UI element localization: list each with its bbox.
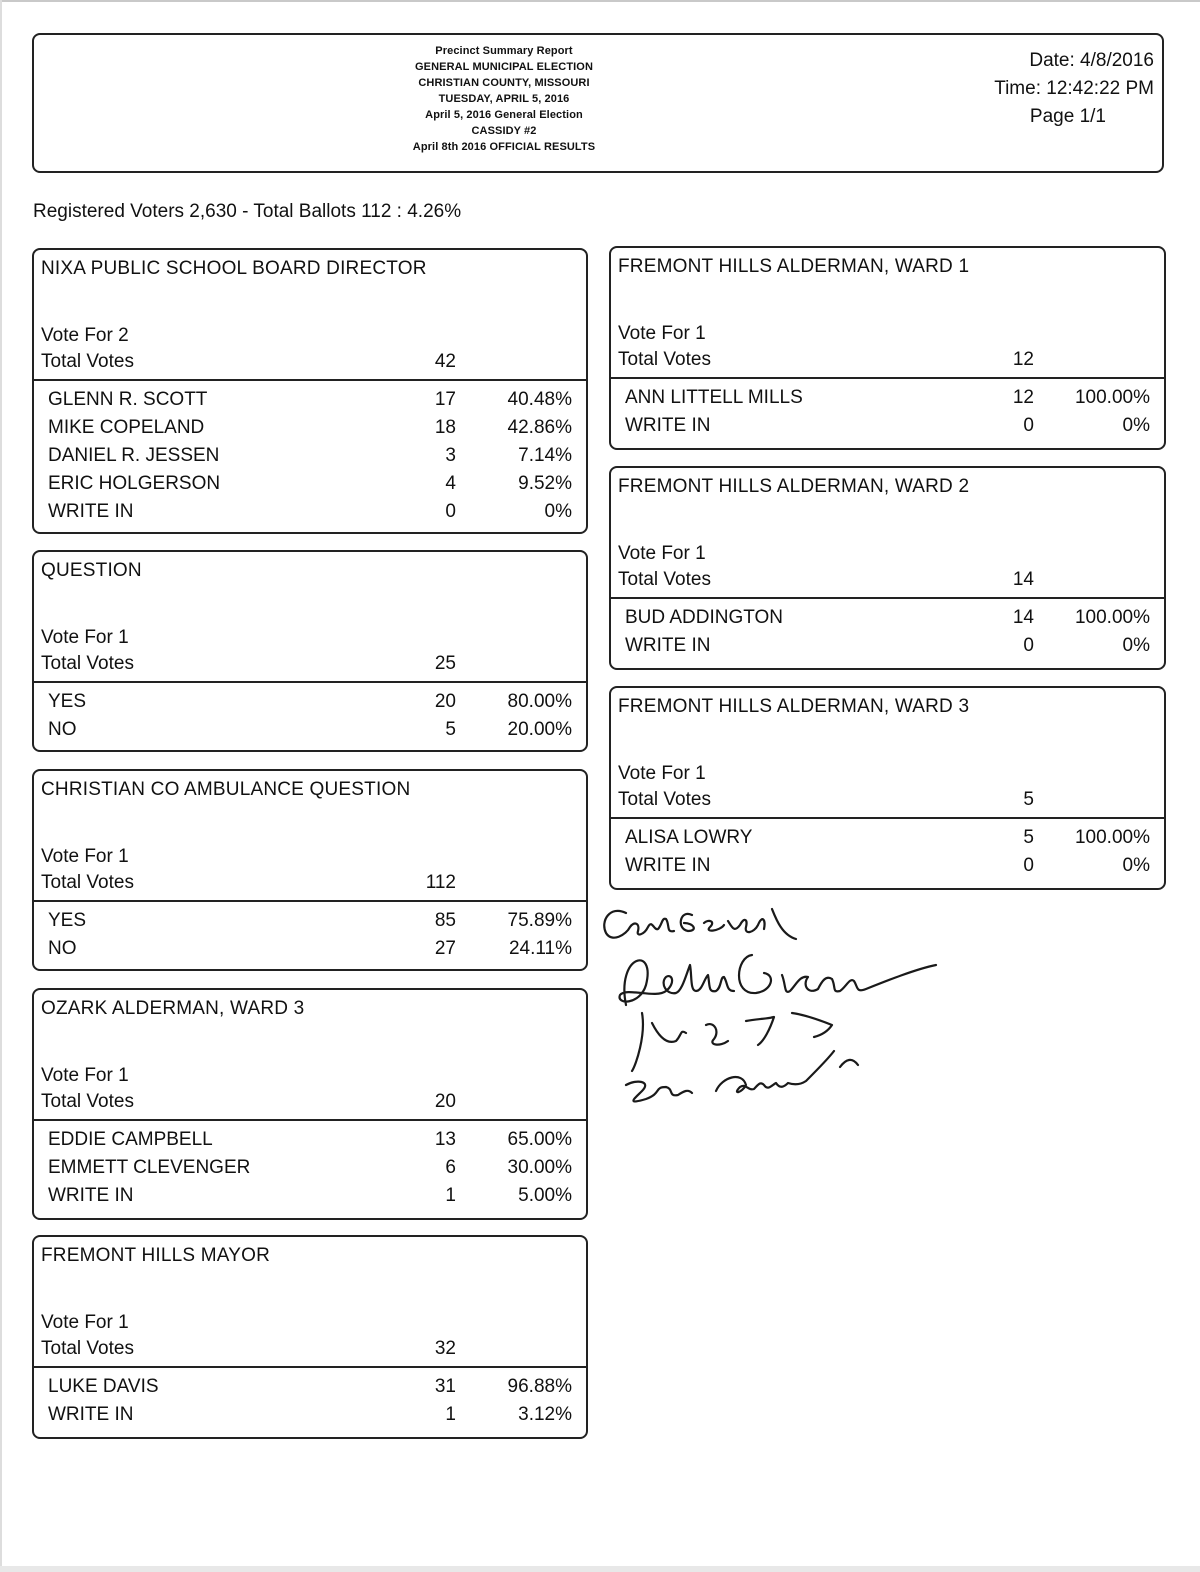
candidate-name: GLENN R. SCOTT <box>48 389 208 410</box>
candidate-row <box>34 1374 586 1402</box>
candidate-votes: 1 <box>445 1185 456 1206</box>
candidate-row <box>34 717 586 745</box>
candidate-name: NO <box>48 719 77 740</box>
candidate-votes: 1 <box>445 1404 456 1425</box>
candidate-row <box>34 499 586 527</box>
candidate-name: ERIC HOLGERSON <box>48 473 221 494</box>
report-type: Precinct Summary Report <box>435 45 573 57</box>
total-votes-value: 20 <box>434 1091 456 1112</box>
candidate-name: WRITE IN <box>48 501 134 522</box>
candidate-percent: 96.88% <box>507 1376 572 1397</box>
candidate-list <box>611 605 1164 661</box>
total-votes-label: Total Votes <box>618 569 711 590</box>
scan-edge-left <box>0 0 2 1572</box>
total-votes-value: 112 <box>425 872 456 893</box>
candidate-votes: 14 <box>1012 607 1034 628</box>
candidate-percent: 30.00% <box>507 1157 572 1178</box>
candidate-row <box>34 443 586 471</box>
candidate-percent: 3.12% <box>518 1404 572 1425</box>
candidate-percent: 24.11% <box>508 938 572 959</box>
candidate-name: NO <box>48 938 77 959</box>
candidate-row <box>34 1402 586 1430</box>
candidate-name: YES <box>48 910 87 931</box>
contest-title: OZARK ALDERMAN, WARD 3 <box>41 998 305 1019</box>
total-votes-label: Total Votes <box>41 1338 134 1359</box>
contest-fremont-hills-alderman-ward-3 <box>609 686 1166 890</box>
contest-divider <box>34 900 586 902</box>
total-votes-value: 25 <box>434 653 456 674</box>
contest-title: QUESTION <box>41 560 142 581</box>
total-votes-label: Total Votes <box>618 789 711 810</box>
candidate-name: WRITE IN <box>625 855 711 876</box>
candidate-row <box>34 387 586 415</box>
vote-for-label: Vote For 1 <box>41 846 129 867</box>
candidate-percent: 100.00% <box>1074 607 1150 628</box>
candidate-votes: 18 <box>434 417 456 438</box>
candidate-name: WRITE IN <box>625 635 711 656</box>
candidate-name: WRITE IN <box>48 1404 134 1425</box>
contest-christian-co-ambulance-question <box>32 769 588 971</box>
candidate-list <box>34 1374 586 1430</box>
candidate-percent: 5.00% <box>518 1185 572 1206</box>
candidate-percent: 0% <box>1122 415 1150 436</box>
candidate-percent: 100.00% <box>1074 387 1150 408</box>
signatures <box>596 895 956 1125</box>
candidate-name: EDDIE CAMPBELL <box>48 1129 213 1150</box>
candidate-percent: 9.52% <box>518 473 572 494</box>
candidate-name: ANN LITTELL MILLS <box>625 387 803 408</box>
candidate-list <box>611 825 1164 881</box>
total-votes-label: Total Votes <box>41 1091 134 1112</box>
candidate-list <box>34 908 586 964</box>
candidate-row <box>34 415 586 443</box>
report-heading <box>334 43 674 155</box>
contest-title: FREMONT HILLS ALDERMAN, WARD 3 <box>618 696 970 717</box>
contest-ozark-alderman-ward-3 <box>32 988 588 1220</box>
candidate-votes: 85 <box>434 910 456 931</box>
vote-for-label: Vote For 1 <box>41 627 129 648</box>
county-name: CHRISTIAN COUNTY, MISSOURI <box>418 77 590 89</box>
candidate-name: BUD ADDINGTON <box>625 607 784 628</box>
election-label: April 5, 2016 General Election <box>425 109 583 121</box>
contest-divider <box>34 379 586 381</box>
candidate-votes: 13 <box>434 1129 456 1150</box>
candidate-name: WRITE IN <box>625 415 711 436</box>
vote-for-label: Vote For 1 <box>41 1312 129 1333</box>
candidate-percent: 0% <box>1122 635 1150 656</box>
candidate-row <box>34 1183 586 1211</box>
candidate-votes: 0 <box>1023 855 1034 876</box>
candidate-row <box>611 825 1164 853</box>
candidate-name: YES <box>48 691 87 712</box>
vote-for-label: Vote For 2 <box>41 325 129 346</box>
results-status: April 8th 2016 OFFICIAL RESULTS <box>412 141 596 153</box>
report-time: Time: 12:42:22 PM <box>994 78 1154 99</box>
vote-for-label: Vote For 1 <box>618 543 706 564</box>
candidate-votes: 4 <box>445 473 456 494</box>
contest-title: FREMONT HILLS MAYOR <box>41 1245 271 1266</box>
candidate-row <box>34 471 586 499</box>
candidate-votes: 5 <box>1023 827 1034 848</box>
total-votes-value: 14 <box>1012 569 1034 590</box>
report-date: Date: 4/8/2016 <box>1029 50 1154 71</box>
candidate-votes: 0 <box>1023 415 1034 436</box>
candidate-row <box>34 936 586 964</box>
candidate-votes: 0 <box>1023 635 1034 656</box>
candidate-percent: 100.00% <box>1074 827 1150 848</box>
candidate-votes: 31 <box>434 1376 456 1397</box>
contest-divider <box>611 597 1164 599</box>
report-header <box>32 33 1164 173</box>
total-votes-label: Total Votes <box>41 872 134 893</box>
candidate-percent: 7.14% <box>518 445 572 466</box>
report-meta <box>934 47 1154 131</box>
contest-fremont-hills-alderman-ward-2 <box>609 466 1166 670</box>
candidate-name: LUKE DAVIS <box>48 1376 159 1397</box>
contest-nixa-public-school-board-director <box>32 248 588 534</box>
contest-divider <box>34 681 586 683</box>
contest-fremont-hills-alderman-ward-1 <box>609 246 1166 450</box>
candidate-percent: 20.00% <box>507 719 572 740</box>
signature-4 <box>626 1051 858 1101</box>
candidate-list <box>34 1127 586 1211</box>
candidate-percent: 75.89% <box>507 910 572 931</box>
election-date: TUESDAY, APRIL 5, 2016 <box>438 93 570 105</box>
contest-question <box>32 550 588 752</box>
turnout-summary: Registered Voters 2,630 - Total Ballots 112 : 4.26% <box>33 201 462 222</box>
candidate-name: WRITE IN <box>48 1185 134 1206</box>
contest-title: CHRISTIAN CO AMBULANCE QUESTION <box>41 779 411 800</box>
vote-for-label: Vote For 1 <box>41 1065 129 1086</box>
total-votes-value: 5 <box>1023 789 1034 810</box>
candidate-row <box>611 853 1164 881</box>
contest-title: FREMONT HILLS ALDERMAN, WARD 1 <box>618 256 970 277</box>
candidate-votes: 3 <box>445 445 456 466</box>
candidate-list <box>611 385 1164 441</box>
vote-for-label: Vote For 1 <box>618 323 706 344</box>
candidate-votes: 0 <box>445 501 456 522</box>
candidate-percent: 80.00% <box>507 691 572 712</box>
scan-edge-top <box>0 0 1200 2</box>
contest-divider <box>611 377 1164 379</box>
contest-divider <box>611 817 1164 819</box>
total-votes-value: 12 <box>1012 349 1034 370</box>
candidate-percent: 0% <box>544 501 572 522</box>
election-name: GENERAL MUNICIPAL ELECTION <box>415 61 593 73</box>
candidate-percent: 40.48% <box>507 389 572 410</box>
candidate-votes: 5 <box>445 719 456 740</box>
candidate-row <box>34 908 586 936</box>
contest-title: NIXA PUBLIC SCHOOL BOARD DIRECTOR <box>41 258 427 279</box>
signature-2 <box>620 955 936 1005</box>
scan-edge-bottom <box>0 1566 1200 1572</box>
total-votes-label: Total Votes <box>41 351 134 372</box>
candidate-row <box>611 633 1164 661</box>
total-votes-value: 32 <box>434 1338 456 1359</box>
candidate-name: MIKE COPELAND <box>48 417 205 438</box>
candidate-name: ALISA LOWRY <box>625 827 753 848</box>
page-number: Page 1/1 <box>1029 106 1106 127</box>
candidate-votes: 27 <box>434 938 456 959</box>
contest-divider <box>34 1366 586 1368</box>
candidate-row <box>34 689 586 717</box>
candidate-row <box>611 605 1164 633</box>
contest-fremont-hills-mayor <box>32 1235 588 1439</box>
candidate-list <box>34 387 586 527</box>
candidate-row <box>611 413 1164 441</box>
candidate-percent: 42.86% <box>507 417 572 438</box>
signature-3 <box>632 1013 832 1071</box>
total-votes-label: Total Votes <box>618 349 711 370</box>
candidate-percent: 65.00% <box>507 1129 572 1150</box>
total-votes-value: 42 <box>434 351 456 372</box>
candidate-votes: 17 <box>434 389 456 410</box>
candidate-list <box>34 689 586 745</box>
candidate-votes: 20 <box>434 691 456 712</box>
candidate-row <box>611 385 1164 413</box>
candidate-votes: 12 <box>1012 387 1034 408</box>
vote-for-label: Vote For 1 <box>618 763 706 784</box>
precinct-name: CASSIDY #2 <box>471 125 537 137</box>
candidate-votes: 6 <box>445 1157 456 1178</box>
contest-title: FREMONT HILLS ALDERMAN, WARD 2 <box>618 476 970 497</box>
contest-divider <box>34 1119 586 1121</box>
candidate-row <box>34 1127 586 1155</box>
candidate-name: EMMETT CLEVENGER <box>48 1157 251 1178</box>
total-votes-label: Total Votes <box>41 653 134 674</box>
candidate-row <box>34 1155 586 1183</box>
candidate-percent: 0% <box>1122 855 1150 876</box>
signature-1 <box>604 909 796 939</box>
candidate-name: DANIEL R. JESSEN <box>48 445 220 466</box>
